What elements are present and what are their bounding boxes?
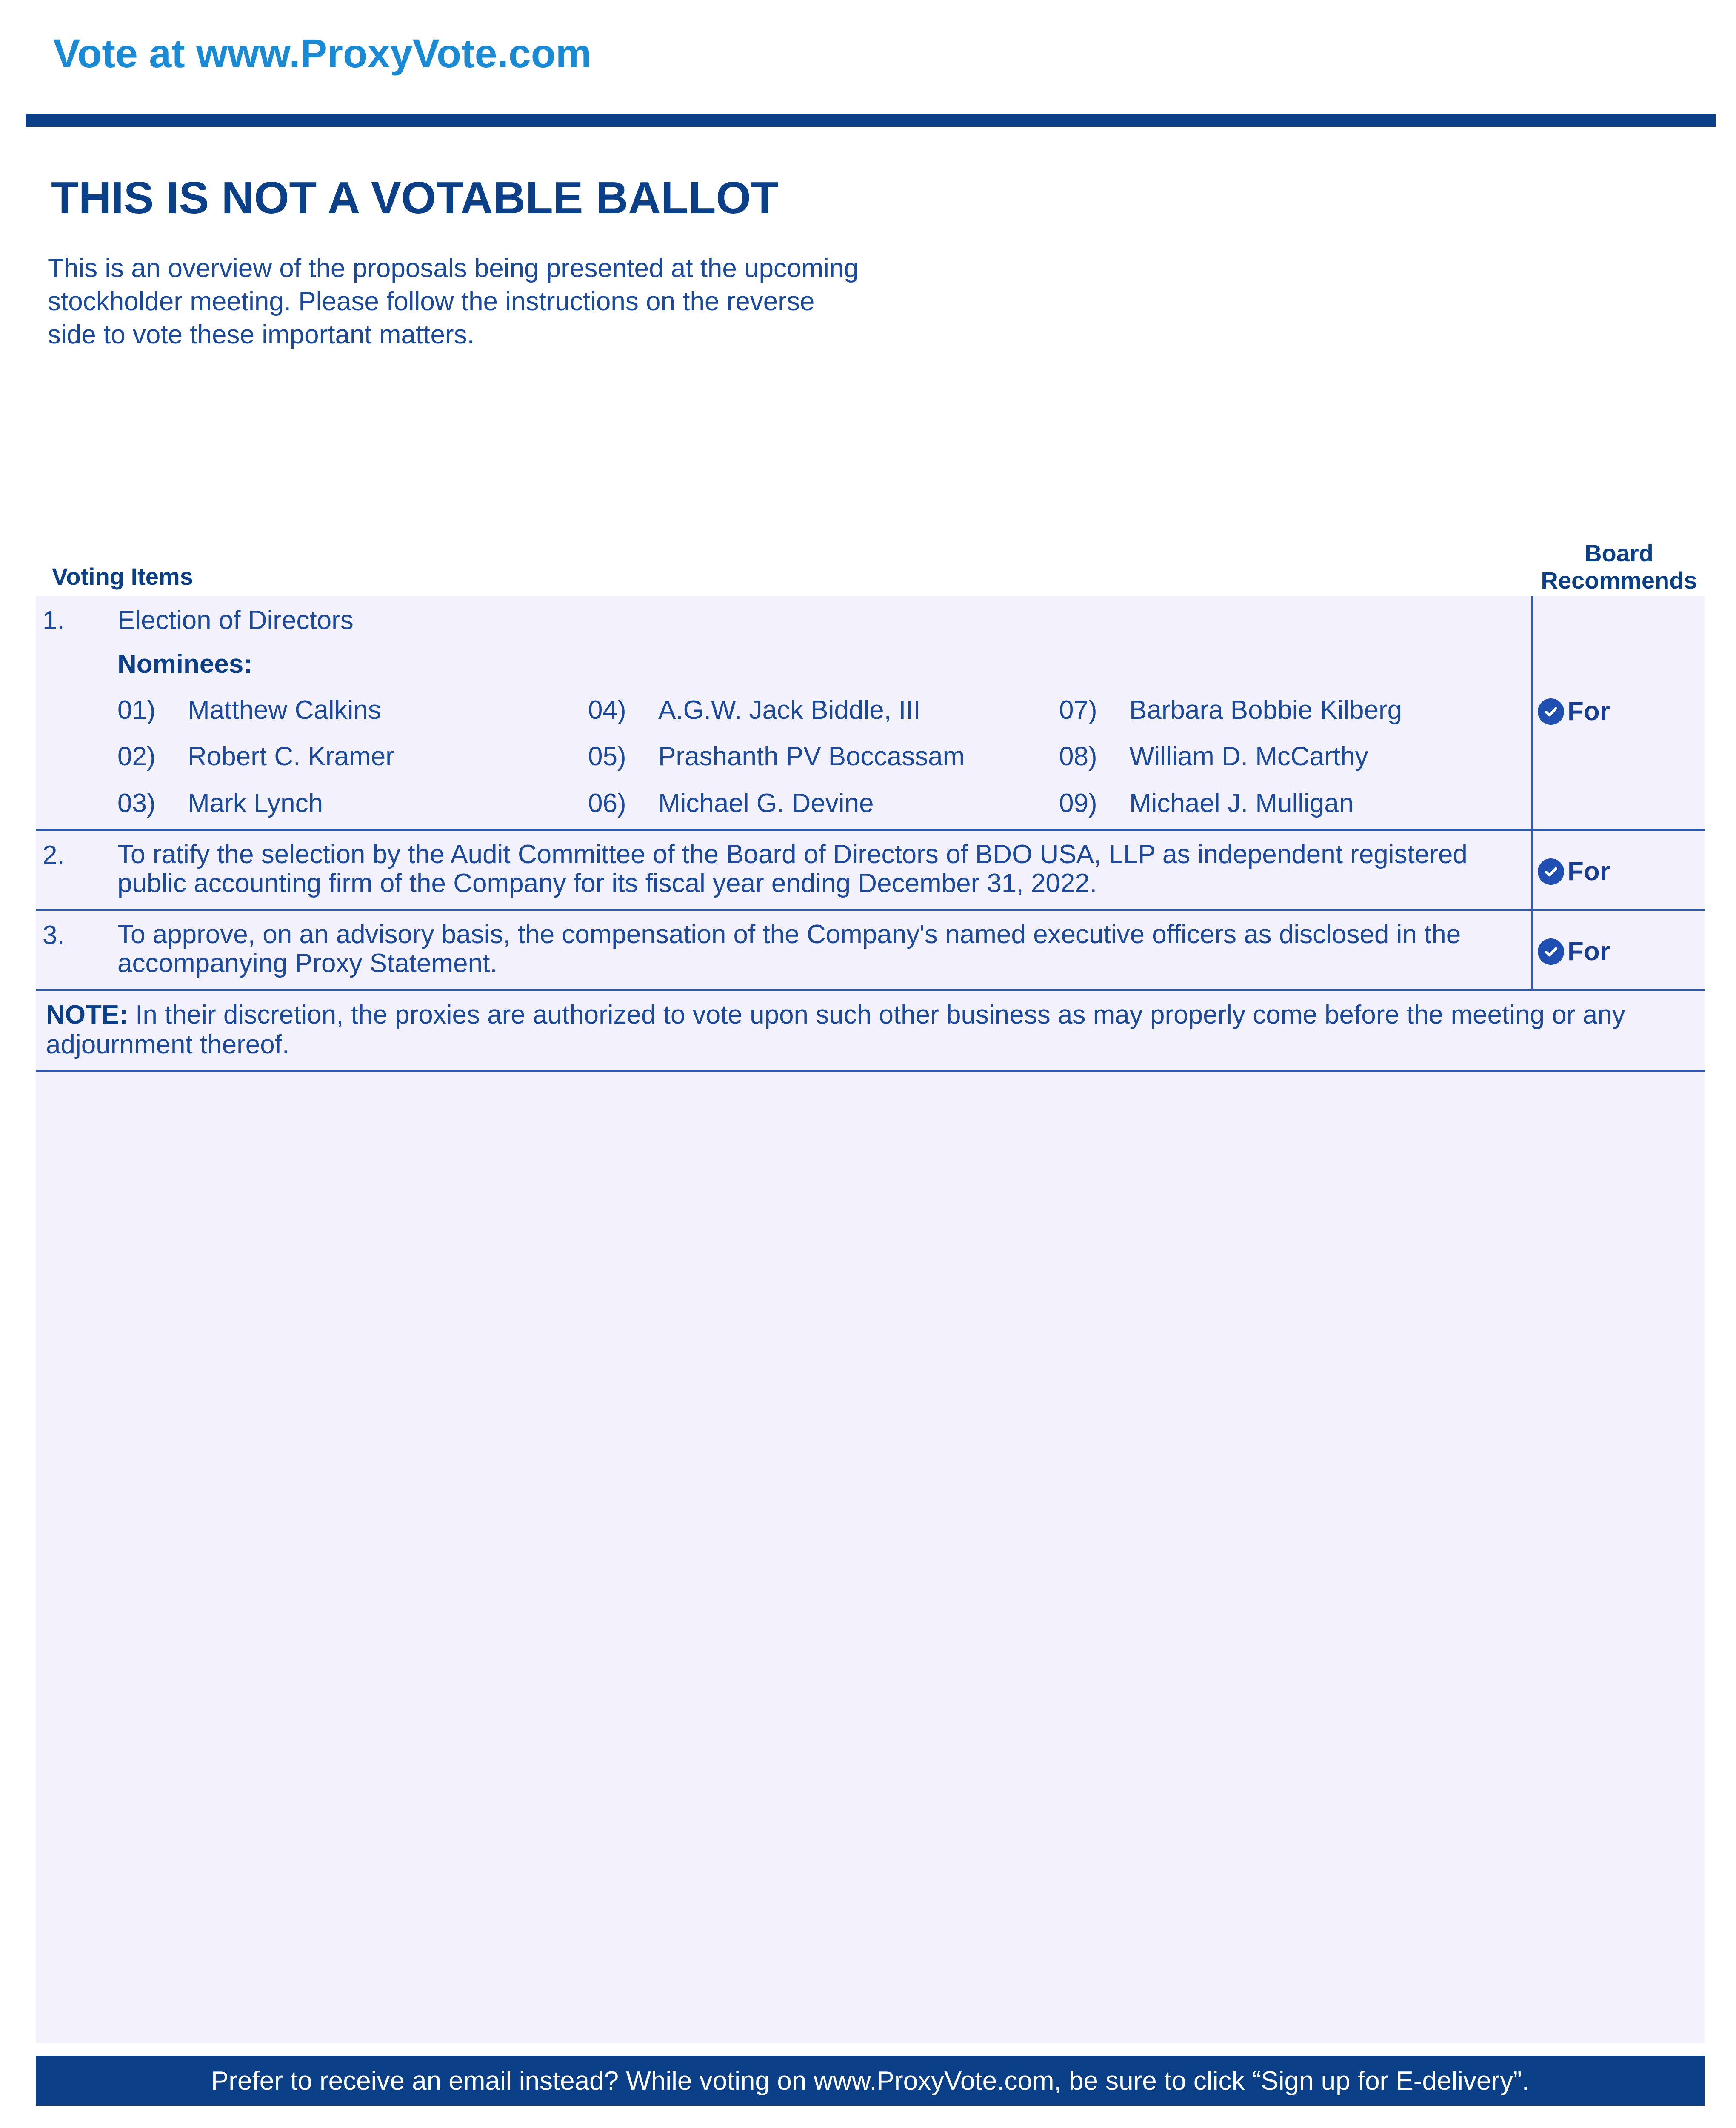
nominee-number: 08) — [1059, 742, 1097, 771]
voting-item-3 — [36, 911, 1705, 991]
page-title: THIS IS NOT A VOTABLE BALLOT — [51, 173, 779, 223]
board-recommendation — [1538, 696, 1610, 726]
nominee — [588, 741, 965, 772]
board-recommendation — [1538, 936, 1610, 967]
edelivery-footer — [36, 2056, 1705, 2106]
intro-text: This is an overview of the proposals being presented at the upcoming stockholder meeting. Please follow the instructions on the reverse side to vote these important matters. — [48, 254, 859, 349]
voting-items-header: Voting Items — [52, 563, 193, 590]
item-title: Election of Directors — [117, 606, 354, 635]
nominee-name: Barbara Bobbie Kilberg — [1129, 695, 1402, 725]
item-text: To approve, on an advisory basis, the compensation of the Company's named executive officers as disclosed in the accompanying Proxy Statement. — [117, 920, 1461, 978]
nominee — [588, 788, 874, 818]
nominee-number: 05) — [588, 742, 626, 771]
nominee-name: Mark Lynch — [188, 789, 323, 818]
nominee-name: A.G.W. Jack Biddle, III — [658, 695, 921, 725]
nominee — [1059, 695, 1402, 725]
board-recommends-header: Board Recommends — [1541, 540, 1697, 594]
nominee-number: 09) — [1059, 789, 1097, 818]
column-divider — [1531, 911, 1533, 989]
recommendation-label: For — [1568, 697, 1610, 726]
vote-url-header: Vote at www.ProxyVote.com — [53, 31, 592, 76]
nominee-number: 03) — [117, 789, 156, 818]
nominee-number: 04) — [588, 695, 626, 725]
nominees-label: Nominees: — [117, 649, 252, 679]
board-recommendation — [1538, 856, 1610, 887]
nominee-number: 02) — [117, 742, 156, 771]
nominee-name: Prashanth PV Boccassam — [658, 742, 965, 771]
note-row — [36, 991, 1705, 1072]
item-number: 3. — [43, 921, 65, 950]
nominee — [117, 741, 394, 772]
item-number: 1. — [43, 606, 65, 635]
nominee-name: William D. McCarthy — [1129, 742, 1368, 771]
nominee-name: Michael G. Devine — [658, 789, 874, 818]
nominee-number: 01) — [117, 695, 156, 725]
note-body: In their discretion, the proxies are authorized to vote upon such other business as may properly come before the meeting or any adjournment thereof. — [46, 1000, 1625, 1059]
column-divider — [1531, 596, 1533, 829]
column-divider — [1531, 831, 1533, 909]
item-number: 2. — [43, 841, 65, 870]
check-circle-icon — [1538, 938, 1564, 965]
footer-text: Prefer to receive an email instead? While voting on www.ProxyVote.com, be sure to click “Sign up for E-delivery”. — [211, 2066, 1529, 2096]
voting-item-2 — [36, 831, 1705, 911]
item-text: To ratify the selection by the Audit Committee of the Board of Directors of BDO USA, LLP as independent registered public accounting firm of the Company for its fiscal year ending December 31, 2022. — [117, 840, 1468, 898]
check-circle-icon — [1538, 858, 1564, 885]
voting-item-1 — [36, 596, 1705, 831]
check-circle-icon — [1538, 698, 1564, 725]
nominee-name: Robert C. Kramer — [188, 742, 394, 771]
nominee — [588, 695, 921, 725]
nominee — [1059, 788, 1353, 818]
nominee-name: Michael J. Mulligan — [1129, 789, 1354, 818]
nominee-name: Matthew Calkins — [188, 695, 381, 725]
nominee-number: 06) — [588, 789, 626, 818]
nominee — [117, 695, 381, 725]
header-divider — [26, 114, 1716, 127]
note-label: NOTE: — [46, 1000, 128, 1030]
nominee-number: 07) — [1059, 695, 1097, 725]
nominee — [117, 788, 323, 818]
nominee — [1059, 741, 1368, 772]
recommendation-label: For — [1568, 857, 1610, 886]
recommendation-label: For — [1568, 937, 1610, 966]
note-text — [46, 1000, 1697, 1060]
